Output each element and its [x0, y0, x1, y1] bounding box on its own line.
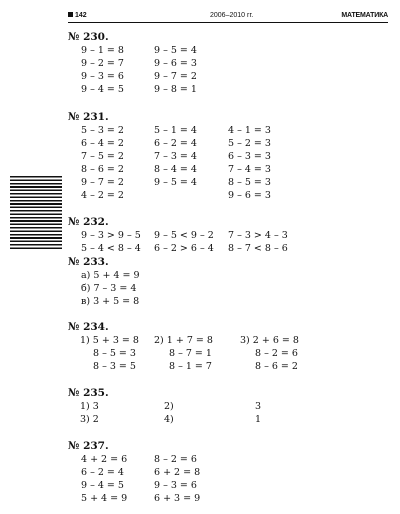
equation: 2) 1 + 7 = 8 — [154, 335, 213, 346]
task-title: № 234. — [68, 321, 109, 333]
equation: 6 + 2 = 8 — [154, 467, 201, 478]
equation: 5 + 4 = 9 — [81, 493, 128, 504]
equation: 7 – 3 = 4 — [154, 151, 197, 162]
task-237 — [68, 440, 201, 505]
task-title: № 233. — [68, 256, 109, 268]
equation: 3) 2 + 6 = 8 — [240, 335, 299, 346]
equation: 9 – 7 = 2 — [81, 177, 124, 188]
task-230 — [68, 31, 197, 96]
equation: 9 – 7 = 2 — [154, 71, 197, 82]
subject-label: МАТЕМАТИКА — [341, 12, 388, 19]
equation: 9 – 2 = 7 — [81, 58, 124, 69]
task-title: № 232. — [68, 216, 109, 228]
task-234 — [68, 321, 299, 373]
answer: 4) — [164, 414, 174, 425]
equation: 9 – 3 = 6 — [81, 71, 124, 82]
equation: 4 + 2 = 6 — [81, 454, 128, 465]
equation: 6 + 3 = 9 — [154, 493, 201, 504]
equation: 8 – 6 = 2 — [255, 361, 298, 372]
inequality: 6 – 2 > 6 – 4 — [154, 243, 214, 254]
equation: 5 – 2 = 3 — [228, 138, 271, 149]
equation: 8 – 2 = 6 — [154, 454, 197, 465]
years-label: 2006–2010 гг. — [210, 12, 254, 19]
answer: 1) 3 — [80, 401, 99, 412]
task-title: № 231. — [68, 111, 109, 123]
equation: 9 – 5 = 4 — [154, 45, 197, 56]
equation: 4 – 1 = 3 — [228, 125, 271, 136]
equation: 9 – 5 = 4 — [154, 177, 197, 188]
equation: 8 – 7 = 1 — [169, 348, 212, 359]
equation: 9 – 8 = 1 — [154, 84, 197, 95]
equation: 9 – 3 = 6 — [154, 480, 197, 491]
equation: 9 – 4 = 5 — [81, 480, 124, 491]
inequality: 7 – 3 > 4 – 3 — [228, 230, 288, 241]
task-235 — [68, 387, 262, 426]
equation: в) 3 + 5 = 8 — [81, 296, 140, 307]
inequality: 9 – 5 < 9 – 2 — [154, 230, 214, 241]
equation: 6 – 2 = 4 — [81, 467, 124, 478]
task-233 — [68, 256, 140, 308]
equation: 8 – 5 = 3 — [93, 348, 136, 359]
task-231 — [68, 111, 271, 202]
equation: 6 – 3 = 3 — [228, 151, 271, 162]
task-title: № 235. — [68, 387, 109, 399]
equation: 9 – 6 = 3 — [154, 58, 197, 69]
task-232 — [68, 216, 288, 255]
equation: 9 – 1 = 8 — [81, 45, 124, 56]
task-title: № 237. — [68, 440, 109, 452]
equation: 9 – 6 = 3 — [228, 190, 271, 201]
page-number: 142 — [68, 12, 87, 19]
equation: 8 – 1 = 7 — [169, 361, 212, 372]
equation: 8 – 3 = 5 — [93, 361, 136, 372]
answer: 2) — [164, 401, 174, 412]
equation: 4 – 2 = 2 — [81, 190, 124, 201]
page-header — [0, 12, 400, 26]
equation: 1) 5 + 3 = 8 — [80, 335, 139, 346]
equation: 7 – 5 = 2 — [81, 151, 124, 162]
equation: 5 – 1 = 4 — [154, 125, 197, 136]
equation: 8 – 5 = 3 — [228, 177, 271, 188]
side-stripes-decoration — [10, 176, 62, 250]
task-title: № 230. — [68, 31, 109, 43]
equation: 5 – 3 = 2 — [81, 125, 124, 136]
equation: 8 – 6 = 2 — [81, 164, 124, 175]
equation: 6 – 4 = 2 — [81, 138, 124, 149]
equation: 8 – 4 = 4 — [154, 164, 197, 175]
inequality: 5 – 4 < 8 – 4 — [81, 243, 141, 254]
header-rule — [68, 22, 388, 23]
equation: а) 5 + 4 = 9 — [81, 270, 140, 281]
equation: 8 – 2 = 6 — [255, 348, 298, 359]
equation: 9 – 4 = 5 — [81, 84, 124, 95]
inequality: 9 – 3 > 9 – 5 — [81, 230, 141, 241]
inequality: 8 – 7 < 8 – 6 — [228, 243, 288, 254]
answer: 3) 2 — [80, 414, 99, 425]
answer: 3 — [255, 401, 262, 412]
equation: б) 7 – 3 = 4 — [81, 283, 137, 294]
equation: 6 – 2 = 4 — [154, 138, 197, 149]
equation: 7 – 4 = 3 — [228, 164, 271, 175]
answer: 1 — [255, 414, 262, 425]
